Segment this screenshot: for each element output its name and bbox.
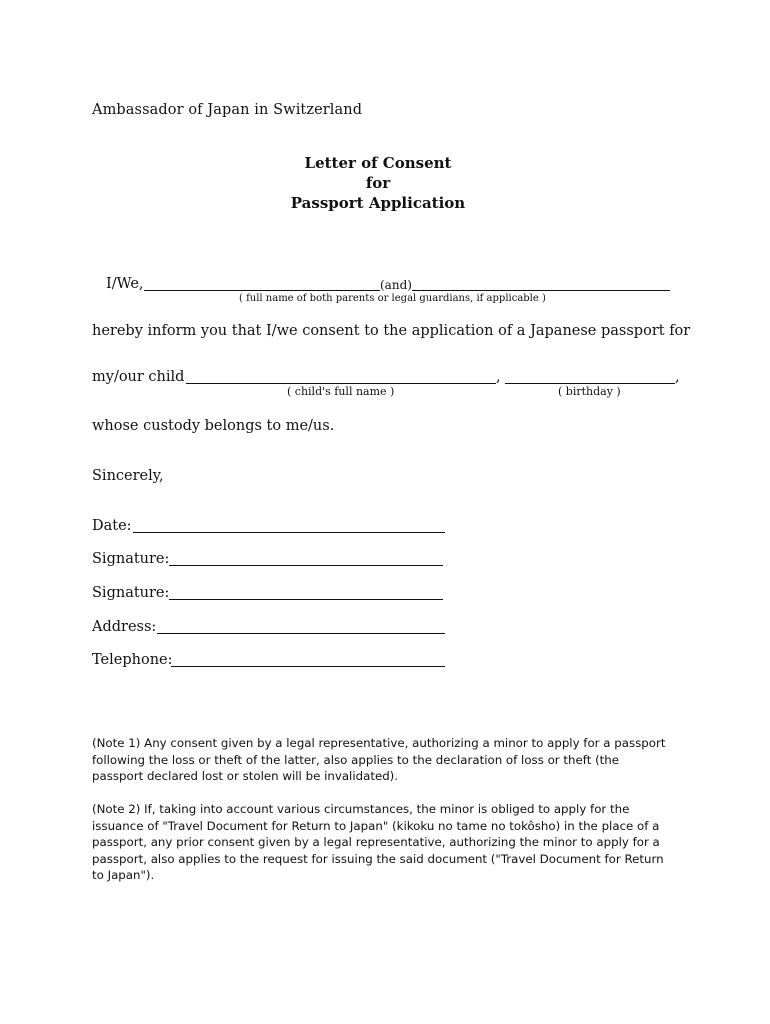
addressee-line: Ambassador of Japan in Switzerland (92, 102, 363, 118)
address-label: Address: (92, 619, 157, 635)
title-line-2: for (365, 174, 391, 192)
signature-field-1[interactable] (169, 565, 443, 566)
note-2: (Note 2) If, taking into account various circumstances, the minor is obliged to apply for the issuance of "Travel Document for Return to Japan" (kikoku no tame no tokôsho) in the place of a passport, any prior consent given by a legal representative, authorizing the minor to apply for a passport, also applies to the request for issuing the said document ("Travel Document for Return to Japan"). (92, 802, 664, 882)
custody-text: whose custody belongs to me/us. (92, 418, 335, 434)
signature-label-1: Signature: (92, 551, 170, 567)
parent2-name-field[interactable] (412, 290, 670, 291)
signature-label-2: Signature: (92, 585, 170, 601)
child-comma-2: , (675, 369, 680, 385)
title-line-1: Letter of Consent (304, 154, 452, 172)
consent-text: hereby inform you that I/we consent to the application of a Japanese passport for (92, 323, 691, 339)
child-name-field[interactable] (186, 383, 496, 384)
parents-caption: ( full name of both parents or legal guardians, if applicable ) (239, 293, 546, 304)
and-label: (and) (380, 278, 412, 292)
address-field[interactable] (157, 633, 445, 634)
child-prefix: my/our child (92, 369, 185, 385)
parent1-name-field[interactable] (144, 290, 380, 291)
child-comma-1: , (496, 369, 501, 385)
telephone-label: Telephone: (92, 652, 173, 668)
closing-text: Sincerely, (92, 468, 164, 484)
date-field[interactable] (133, 532, 445, 533)
parents-prefix: I/We, (106, 276, 144, 292)
date-label: Date: (92, 518, 132, 534)
signature-field-2[interactable] (169, 599, 443, 600)
telephone-field[interactable] (171, 666, 445, 667)
child-name-caption: ( child's full name ) (287, 385, 395, 398)
birthday-caption: ( birthday ) (558, 385, 621, 398)
note-1: (Note 1) Any consent given by a legal representative, authorizing a minor to apply for a passport following the loss or theft of the latter, also applies to the declaration of loss or theft (the passport declared lost or stolen will be invalidated). (92, 736, 666, 783)
title-line-3: Passport Application (290, 194, 466, 212)
child-birthday-field[interactable] (505, 383, 675, 384)
